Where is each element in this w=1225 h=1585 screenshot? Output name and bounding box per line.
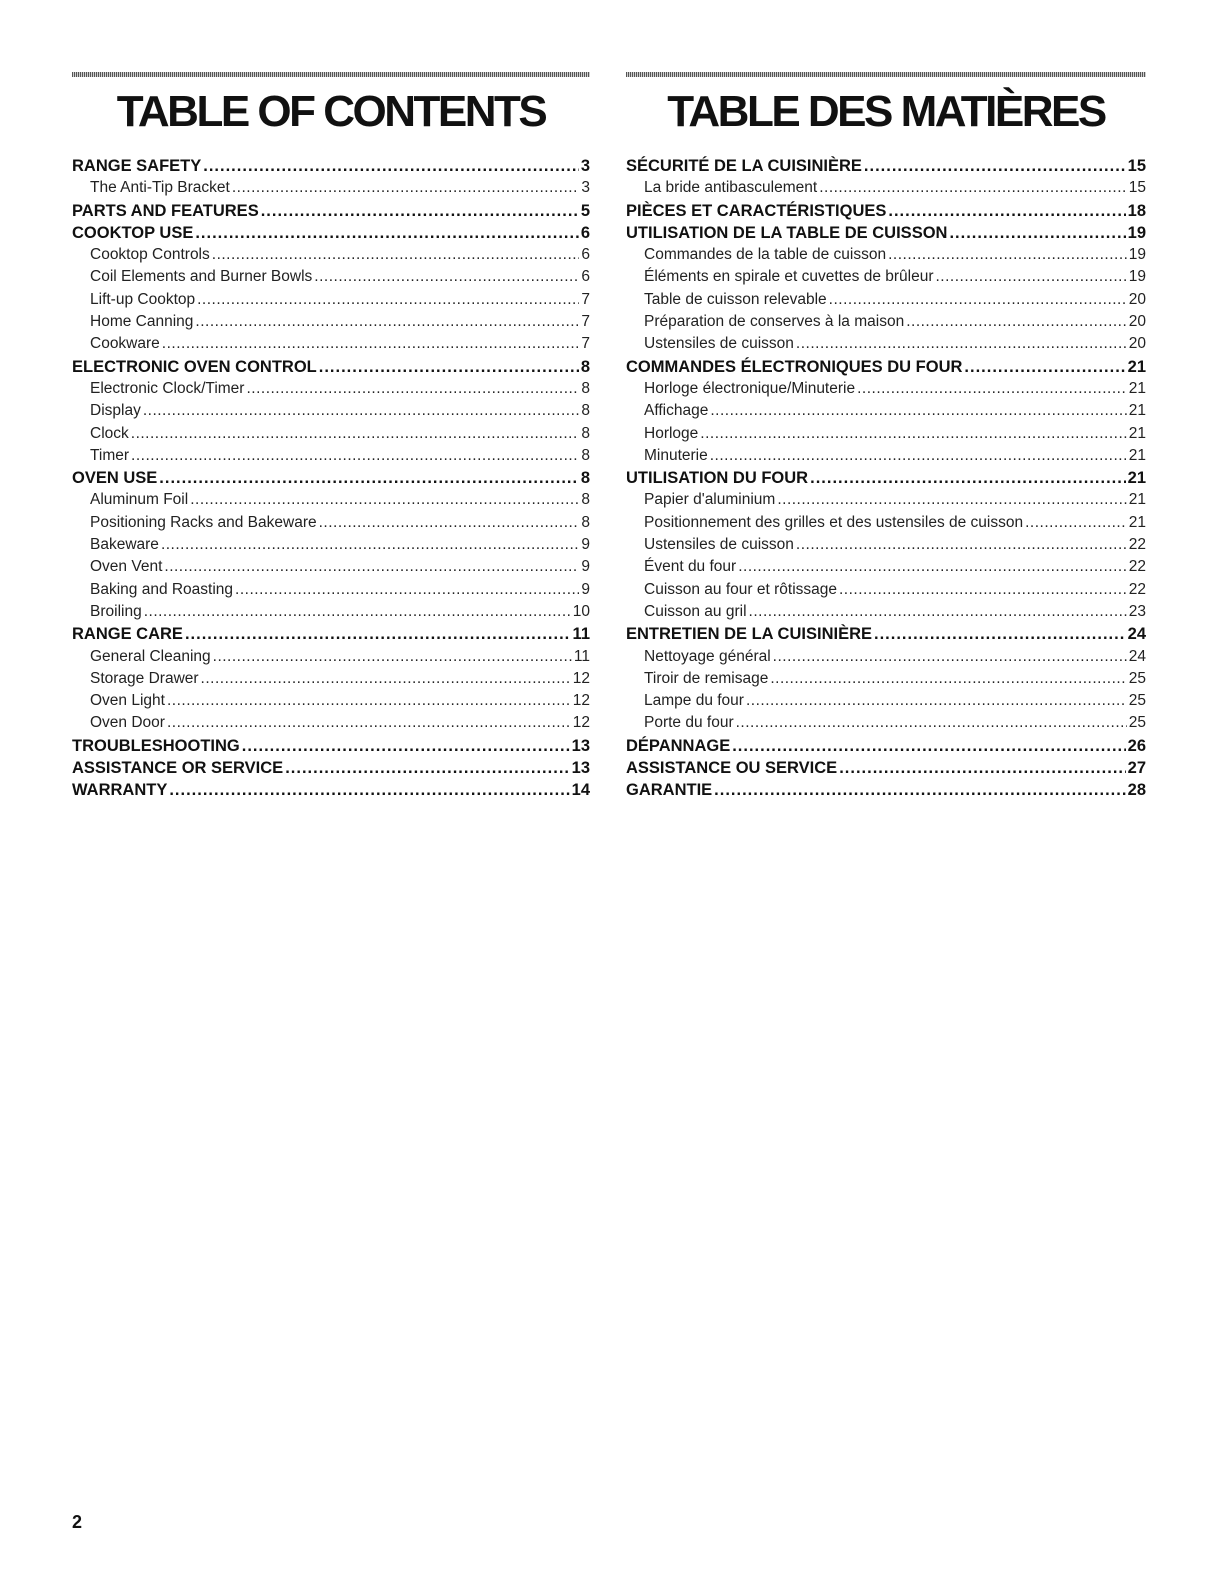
- dot-leader: [164, 556, 579, 578]
- entry-title: UTILISATION DU FOUR: [626, 469, 809, 488]
- entry-title: Porte du four: [644, 714, 734, 732]
- toc-subsection-entry: [72, 445, 590, 467]
- entry-title: Papier d'aluminium: [644, 491, 776, 509]
- entry-page-number: 21: [1128, 424, 1146, 442]
- entry-title: WARRANTY: [72, 781, 168, 800]
- entry-page-number: 12: [572, 692, 590, 710]
- entry-page-number: 13: [571, 759, 590, 778]
- dot-leader: [839, 579, 1127, 601]
- dot-leader: [213, 646, 572, 668]
- toc-subsection-entry: [626, 646, 1146, 668]
- entry-title: UTILISATION DE LA TABLE DE CUISSON: [626, 223, 948, 242]
- dot-leader: [131, 445, 579, 467]
- entry-title: Évent du four: [644, 558, 737, 576]
- entry-title: Éléments en spirale et cuvettes de brûleur: [644, 268, 934, 286]
- entry-title: PIÈCES ET CARACTÉRISTIQUES: [626, 201, 887, 220]
- toc-subsection-entry: [72, 489, 590, 511]
- toc-subsection-entry: [626, 712, 1146, 734]
- entry-page-number: 21: [1128, 491, 1146, 509]
- toc-subsection-entry: [626, 445, 1146, 467]
- entry-page-number: 24: [1127, 625, 1146, 644]
- entry-page-number: 8: [581, 402, 590, 420]
- entry-page-number: 3: [580, 157, 590, 175]
- toc-subsection-entry: [72, 177, 590, 199]
- dot-leader: [888, 244, 1127, 266]
- dot-leader: [159, 467, 579, 489]
- entry-page-number: 8: [581, 424, 590, 442]
- entry-page-number: 21: [1127, 469, 1146, 488]
- dot-leader: [246, 378, 579, 400]
- toc-subsection-entry: [72, 712, 590, 734]
- dot-leader: [710, 400, 1126, 422]
- entry-page-number: 15: [1127, 157, 1146, 175]
- dot-leader: [195, 222, 578, 244]
- toc-section-entry: [72, 623, 590, 645]
- toc-subsection-entry: [626, 601, 1146, 623]
- entry-page-number: 7: [581, 313, 590, 331]
- entry-page-number: 19: [1128, 246, 1146, 264]
- toc-section-entry: [72, 757, 590, 779]
- entry-title: Lift-up Cooktop: [90, 290, 196, 308]
- entry-page-number: 20: [1128, 290, 1146, 308]
- toc-list: [626, 155, 1146, 802]
- entry-title: Display: [90, 402, 141, 420]
- toc-section-entry: [72, 735, 590, 757]
- toc-section-entry: [626, 222, 1146, 244]
- toc-subsection-entry: [626, 556, 1146, 578]
- entry-page-number: 14: [571, 781, 590, 800]
- dot-leader: [167, 690, 571, 712]
- dot-leader: [235, 579, 579, 601]
- dot-leader: [888, 200, 1125, 222]
- toc-section-entry: [626, 155, 1146, 177]
- entry-page-number: 15: [1128, 179, 1146, 197]
- entry-page-number: 6: [581, 246, 590, 264]
- entry-title: Cuisson au gril: [644, 602, 747, 620]
- toc-subsection-entry: [72, 512, 590, 534]
- entry-title: Ustensiles de cuisson: [644, 335, 794, 353]
- entry-title: Cuisson au four et rôtissage: [644, 580, 837, 598]
- entry-page-number: 6: [580, 223, 590, 242]
- dot-leader: [197, 289, 579, 311]
- toc-subsection-entry: [72, 579, 590, 601]
- entry-title: Positioning Racks and Bakeware: [90, 513, 317, 531]
- entry-title: Storage Drawer: [90, 669, 199, 687]
- entry-page-number: 5: [580, 201, 590, 220]
- dot-leader: [857, 378, 1127, 400]
- dot-leader: [906, 311, 1127, 333]
- entry-title: Cooktop Controls: [90, 246, 210, 264]
- dot-leader: [796, 534, 1127, 556]
- entry-title: Ustensiles de cuisson: [644, 536, 794, 554]
- entry-title: TROUBLESHOOTING: [72, 736, 240, 755]
- entry-page-number: 22: [1128, 536, 1146, 554]
- entry-title: Commandes de la table de cuisson: [644, 246, 887, 264]
- page-number: 2: [72, 1512, 83, 1532]
- entry-title: Préparation de conserves à la maison: [644, 313, 905, 331]
- entry-title: Electronic Clock/Timer: [90, 379, 245, 397]
- entry-page-number: 8: [580, 357, 590, 376]
- dot-leader: [736, 712, 1127, 734]
- dot-leader: [829, 289, 1127, 311]
- entry-page-number: 25: [1128, 714, 1146, 732]
- dot-leader: [1025, 512, 1127, 534]
- english-toc-column: [72, 72, 590, 802]
- dot-leader: [738, 556, 1127, 578]
- dot-leader: [964, 356, 1125, 378]
- dot-leader: [185, 623, 571, 645]
- toc-section-entry: [626, 779, 1146, 801]
- entry-page-number: 8: [581, 446, 590, 464]
- toc-section-entry: [72, 200, 590, 222]
- entry-title: ELECTRONIC OVEN CONTROL: [72, 357, 317, 376]
- entry-title: RANGE SAFETY: [72, 157, 202, 175]
- entry-title: General Cleaning: [90, 647, 211, 665]
- entry-page-number: 11: [573, 647, 590, 665]
- entry-page-number: 11: [572, 625, 590, 644]
- entry-page-number: 18: [1127, 201, 1146, 220]
- toc-subsection-entry: [72, 311, 590, 333]
- dot-leader: [700, 423, 1126, 445]
- entry-page-number: 8: [580, 469, 590, 488]
- entry-title: Horloge électronique/Minuterie: [644, 379, 856, 397]
- entry-title: GARANTIE: [626, 781, 713, 800]
- toc-list: [72, 155, 590, 802]
- dot-leader: [161, 534, 579, 556]
- entry-page-number: 21: [1127, 357, 1146, 376]
- toc-subsection-entry: [626, 423, 1146, 445]
- entry-page-number: 8: [581, 513, 590, 531]
- entry-title: DÉPANNAGE: [626, 736, 731, 755]
- entry-page-number: 22: [1128, 558, 1146, 576]
- dot-leader: [131, 423, 580, 445]
- entry-title: Baking and Roasting: [90, 580, 234, 598]
- toc-subsection-entry: [72, 333, 590, 355]
- dot-leader: [732, 735, 1125, 757]
- toc-subsection-entry: [626, 311, 1146, 333]
- toc-subsection-entry: [626, 512, 1146, 534]
- toc-section-entry: [626, 467, 1146, 489]
- entry-title: PARTS AND FEATURES: [72, 201, 259, 220]
- entry-page-number: 7: [581, 335, 590, 353]
- entry-page-number: 13: [571, 736, 590, 755]
- entry-page-number: 21: [1128, 379, 1146, 397]
- entry-page-number: 9: [581, 580, 590, 598]
- toc-heading: TABLE DES MATIÈRES: [667, 87, 1105, 136]
- dot-leader: [285, 757, 569, 779]
- entry-title: ASSISTANCE OU SERVICE: [626, 759, 838, 778]
- dot-leader: [167, 712, 571, 734]
- toc-subsection-entry: [72, 378, 590, 400]
- entry-title: Broiling: [90, 602, 142, 620]
- entry-page-number: 25: [1128, 692, 1146, 710]
- entry-title: COMMANDES ÉLECTRONIQUES DU FOUR: [626, 357, 963, 376]
- entry-page-number: 6: [581, 268, 590, 286]
- entry-title: The Anti-Tip Bracket: [90, 179, 230, 197]
- dot-leader: [810, 467, 1126, 489]
- entry-title: Oven Vent: [90, 558, 163, 576]
- entry-title: Lampe du four: [644, 692, 744, 710]
- entry-title: Nettoyage général: [644, 647, 771, 665]
- entry-title: SÉCURITÉ DE LA CUISINIÈRE: [626, 157, 862, 175]
- toc-heading: TABLE OF CONTENTS: [116, 87, 546, 136]
- french-toc-column: [626, 72, 1146, 802]
- entry-page-number: 21: [1128, 513, 1146, 531]
- toc-section-entry: [626, 623, 1146, 645]
- toc-subsection-entry: [72, 244, 590, 266]
- dot-leader: [190, 489, 579, 511]
- entry-page-number: 23: [1128, 602, 1146, 620]
- dot-leader: [773, 646, 1127, 668]
- toc-subsection-entry: [72, 400, 590, 422]
- toc-subsection-entry: [626, 690, 1146, 712]
- entry-page-number: 12: [572, 669, 590, 687]
- toc-section-entry: [72, 467, 590, 489]
- entry-title: Bakeware: [90, 536, 159, 554]
- dot-leader: [314, 266, 579, 288]
- entry-page-number: 28: [1127, 781, 1146, 800]
- entry-title: Table de cuisson relevable: [644, 290, 827, 308]
- entry-page-number: 27: [1127, 759, 1146, 778]
- toc-section-entry: [626, 757, 1146, 779]
- dot-leader: [864, 155, 1126, 177]
- entry-page-number: 10: [572, 602, 590, 620]
- entry-page-number: 24: [1128, 647, 1146, 665]
- dot-leader: [261, 200, 579, 222]
- entry-title: Positionnement des grilles et des ustensiles de cuisson: [644, 513, 1024, 531]
- entry-page-number: 9: [581, 536, 590, 554]
- entry-title: Oven Light: [90, 692, 165, 710]
- dot-leader: [201, 668, 571, 690]
- toc-section-entry: [72, 222, 590, 244]
- toc-subsection-entry: [72, 646, 590, 668]
- entry-page-number: 25: [1128, 669, 1146, 687]
- entry-title: ASSISTANCE OR SERVICE: [72, 759, 284, 778]
- toc-section-entry: [626, 735, 1146, 757]
- toc-subsection-entry: [626, 489, 1146, 511]
- dot-leader: [162, 333, 580, 355]
- entry-title: Aluminum Foil: [90, 491, 189, 509]
- dot-leader: [839, 757, 1125, 779]
- toc-subsection-entry: [626, 266, 1146, 288]
- dot-leader: [232, 177, 580, 199]
- toc-subsection-entry: [626, 177, 1146, 199]
- toc-subsection-entry: [72, 534, 590, 556]
- dot-leader: [819, 177, 1127, 199]
- dot-leader: [936, 266, 1127, 288]
- dot-leader: [770, 668, 1126, 690]
- toc-section-entry: [72, 779, 590, 801]
- entry-title: COOKTOP USE: [72, 223, 194, 242]
- entry-title: Tiroir de remisage: [644, 669, 769, 687]
- dot-leader: [796, 333, 1127, 355]
- entry-page-number: 19: [1128, 268, 1146, 286]
- toc-subsection-entry: [72, 423, 590, 445]
- entry-title: Cookware: [90, 335, 160, 353]
- dot-leader: [319, 512, 580, 534]
- toc-section-entry: [626, 356, 1146, 378]
- entry-page-number: 8: [581, 491, 590, 509]
- top-rule: [72, 72, 590, 77]
- entry-page-number: 26: [1127, 736, 1146, 755]
- entry-page-number: 21: [1128, 446, 1146, 464]
- toc-subsection-entry: [626, 534, 1146, 556]
- entry-title: RANGE CARE: [72, 625, 183, 644]
- entry-page-number: 3: [581, 179, 590, 197]
- entry-title: Clock: [90, 424, 129, 442]
- toc-section-entry: [626, 200, 1146, 222]
- dot-leader: [714, 779, 1125, 801]
- entry-page-number: 20: [1128, 313, 1146, 331]
- entry-page-number: 20: [1128, 335, 1146, 353]
- dot-leader: [319, 356, 579, 378]
- entry-title: La bride antibasculement: [644, 179, 818, 197]
- dot-leader: [203, 155, 579, 177]
- entry-page-number: 8: [581, 379, 590, 397]
- entry-title: Minuterie: [644, 446, 708, 464]
- dot-leader: [242, 735, 570, 757]
- dot-leader: [749, 601, 1127, 623]
- dot-leader: [874, 623, 1126, 645]
- entry-title: Horloge: [644, 424, 699, 442]
- toc-subsection-entry: [72, 266, 590, 288]
- entry-title: Oven Door: [90, 714, 165, 732]
- toc-subsection-entry: [626, 289, 1146, 311]
- toc-subsection-entry: [626, 579, 1146, 601]
- entry-page-number: 21: [1128, 402, 1146, 420]
- dot-leader: [144, 601, 571, 623]
- entry-title: Affichage: [644, 402, 709, 420]
- entry-page-number: 12: [572, 714, 590, 732]
- dot-leader: [143, 400, 580, 422]
- toc-subsection-entry: [72, 690, 590, 712]
- toc-subsection-entry: [626, 400, 1146, 422]
- entry-title: Timer: [90, 446, 130, 464]
- toc-subsection-entry: [72, 668, 590, 690]
- top-rule: [626, 72, 1146, 77]
- entry-title: Home Canning: [90, 313, 194, 331]
- dot-leader: [169, 779, 569, 801]
- dot-leader: [212, 244, 580, 266]
- entry-page-number: 7: [581, 290, 590, 308]
- entry-title: OVEN USE: [72, 469, 158, 488]
- entry-page-number: 22: [1128, 580, 1146, 598]
- dot-leader: [949, 222, 1125, 244]
- toc-subsection-entry: [626, 378, 1146, 400]
- toc-subsection-entry: [626, 668, 1146, 690]
- toc-section-entry: [72, 356, 590, 378]
- entry-title: Coil Elements and Burner Bowls: [90, 268, 313, 286]
- dot-leader: [746, 690, 1127, 712]
- toc-subsection-entry: [626, 333, 1146, 355]
- toc-subsection-entry: [72, 601, 590, 623]
- dot-leader: [777, 489, 1126, 511]
- dot-leader: [710, 445, 1127, 467]
- toc-subsection-entry: [626, 244, 1146, 266]
- entry-page-number: 9: [581, 558, 590, 576]
- toc-subsection-entry: [72, 556, 590, 578]
- entry-title: ENTRETIEN DE LA CUISINIÈRE: [626, 625, 872, 644]
- toc-section-entry: [72, 155, 590, 177]
- toc-subsection-entry: [72, 289, 590, 311]
- entry-page-number: 19: [1127, 223, 1146, 242]
- dot-leader: [195, 311, 579, 333]
